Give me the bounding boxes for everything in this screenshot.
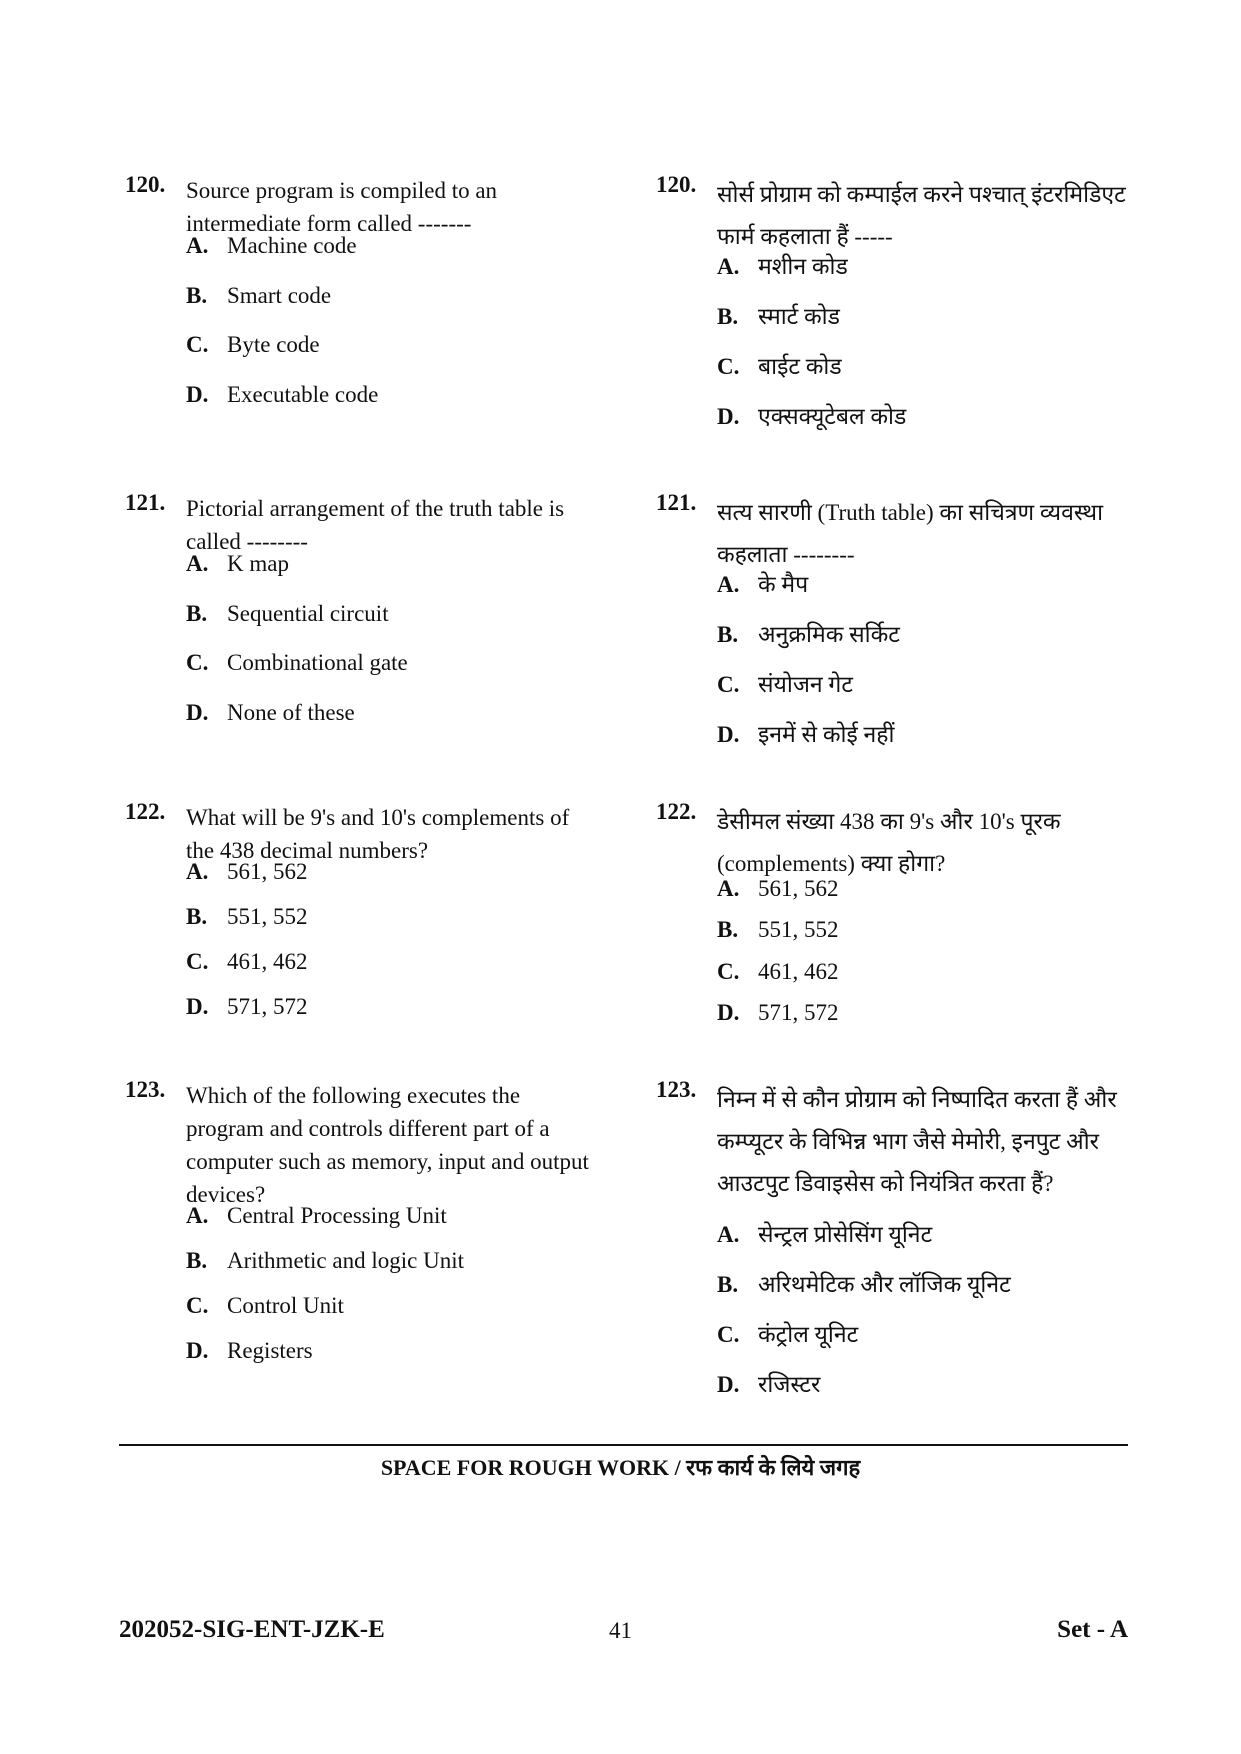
question-number: 123. xyxy=(656,1077,697,1102)
option-text: 461, 462 xyxy=(227,949,308,974)
option-text: बाईट कोड xyxy=(758,354,842,379)
option-text: 551, 552 xyxy=(758,917,839,942)
option-text: Machine code xyxy=(227,233,357,258)
question-number: 120. xyxy=(656,172,697,197)
option-d[interactable] xyxy=(717,717,894,749)
option-text: रजिस्टर xyxy=(758,1372,821,1397)
option-c[interactable] xyxy=(717,959,839,985)
option-label: B. xyxy=(717,304,739,329)
option-b[interactable] xyxy=(186,1248,464,1274)
option-label: C. xyxy=(186,1293,209,1318)
option-text: 571, 572 xyxy=(758,1000,839,1025)
option-text: संयोजन गेट xyxy=(758,672,853,697)
rough-work-divider xyxy=(119,1444,1128,1446)
option-a[interactable] xyxy=(717,249,848,281)
option-text: के मैप xyxy=(758,572,809,597)
question-text: डेसीमल संख्या 438 का 9's और 10's पूरक (complements) क्या होगा? xyxy=(717,809,1061,876)
option-text: सेन्ट्रल प्रोसेसिंग यूनिट xyxy=(758,1222,933,1247)
option-b[interactable] xyxy=(717,1267,1011,1299)
option-label: C. xyxy=(717,959,740,984)
option-c[interactable] xyxy=(717,667,853,699)
question-text: निम्न में से कौन प्रोग्राम को निष्पादित करता हैं और कम्प्यूटर के विभिन्न भाग जैसे मेमोरी, इनपुट और आउटपुट डिवाइसेस को नियंत्रित करता हैं? xyxy=(717,1087,1117,1196)
option-b[interactable] xyxy=(186,283,331,309)
option-label: D. xyxy=(186,994,209,1019)
option-d[interactable] xyxy=(186,1338,313,1364)
option-a[interactable] xyxy=(717,1217,932,1249)
option-label: A. xyxy=(717,876,740,901)
option-label: D. xyxy=(186,1338,209,1363)
option-text: None of these xyxy=(227,700,355,725)
option-c[interactable] xyxy=(186,650,408,676)
option-text: K map xyxy=(227,551,289,576)
option-label: C. xyxy=(717,354,740,379)
option-d[interactable] xyxy=(717,1367,820,1399)
option-text: Control Unit xyxy=(227,1293,344,1318)
question-number: 122. xyxy=(125,799,166,824)
option-label: B. xyxy=(186,601,208,626)
option-text: Executable code xyxy=(227,382,379,407)
option-text: कंट्रोल यूनिट xyxy=(758,1322,859,1347)
option-b[interactable] xyxy=(717,617,900,649)
option-text: Central Processing Unit xyxy=(227,1203,447,1228)
question-number: 123. xyxy=(125,1077,166,1102)
option-label: A. xyxy=(186,859,209,884)
option-c[interactable] xyxy=(186,332,320,358)
option-label: B. xyxy=(717,917,739,942)
option-label: A. xyxy=(186,1203,209,1228)
option-label: B. xyxy=(186,1248,208,1273)
option-label: C. xyxy=(186,332,209,357)
option-label: D. xyxy=(717,1372,740,1397)
paper-code: 202052-SIG-ENT-JZK-E xyxy=(119,1616,385,1643)
option-text: Byte code xyxy=(227,332,320,357)
option-b[interactable] xyxy=(186,904,308,930)
option-d[interactable] xyxy=(186,382,378,408)
option-label: C. xyxy=(186,650,209,675)
option-label: C. xyxy=(717,1322,740,1347)
option-a[interactable] xyxy=(186,1203,447,1229)
option-a[interactable] xyxy=(186,233,357,259)
option-d[interactable] xyxy=(186,700,355,726)
question-number: 121. xyxy=(656,490,697,515)
option-label: D. xyxy=(186,382,209,407)
question-text: सोर्स प्रोग्राम को कम्पाईल करने पश्चात् इंटरमिडिएट फार्म कहलाता हैं ----- xyxy=(717,182,1126,249)
option-label: A. xyxy=(186,233,209,258)
question-text: What will be 9's and 10's complements of the 438 decimal numbers? xyxy=(186,805,570,863)
option-text: Sequential circuit xyxy=(227,601,389,626)
option-text: 571, 572 xyxy=(227,994,308,1019)
option-b[interactable] xyxy=(717,299,840,331)
option-label: C. xyxy=(186,949,209,974)
option-text: इनमें से कोई नहीं xyxy=(758,722,895,747)
option-text: अनुक्रमिक सर्किट xyxy=(758,622,900,647)
option-a[interactable] xyxy=(717,876,839,902)
option-c[interactable] xyxy=(186,1293,344,1319)
question-text: सत्य सारणी (Truth table) का सचित्रण व्यवस्था कहलाता -------- xyxy=(717,500,1104,567)
option-label: C. xyxy=(717,672,740,697)
option-text: Smart code xyxy=(227,283,332,308)
option-text: 561, 562 xyxy=(758,876,839,901)
option-d[interactable] xyxy=(717,399,906,431)
option-label: B. xyxy=(186,904,208,929)
option-label: B. xyxy=(717,1272,739,1297)
question-text: Source program is compiled to an intermediate form called ------- xyxy=(186,178,498,236)
option-c[interactable] xyxy=(717,349,842,381)
option-label: D. xyxy=(717,1000,740,1025)
option-b[interactable] xyxy=(717,917,839,943)
option-b[interactable] xyxy=(186,601,389,627)
option-label: D. xyxy=(717,722,740,747)
option-label: A. xyxy=(717,254,740,279)
option-d[interactable] xyxy=(186,994,308,1020)
rough-work-heading: SPACE FOR ROUGH WORK / रफ कार्य के लिये जगह xyxy=(380,1455,861,1480)
option-label: B. xyxy=(186,283,208,308)
option-text: Arithmetic and logic Unit xyxy=(227,1248,464,1273)
page-number: 41 xyxy=(609,1618,632,1643)
option-label: A. xyxy=(717,1222,740,1247)
option-a[interactable] xyxy=(717,567,808,599)
option-a[interactable] xyxy=(186,859,308,885)
option-label: A. xyxy=(717,572,740,597)
option-text: 461, 462 xyxy=(758,959,839,984)
option-text: 551, 552 xyxy=(227,904,308,929)
question-text: Which of the following executes the program and controls different part of a computer such as memory, input and output devices? xyxy=(186,1083,589,1207)
option-text: मशीन कोड xyxy=(758,254,848,279)
option-text: एक्सक्यूटेबल कोड xyxy=(758,404,907,429)
question-number: 120. xyxy=(125,172,166,197)
option-a[interactable] xyxy=(186,551,289,577)
option-d[interactable] xyxy=(717,1000,839,1026)
question-text: Pictorial arrangement of the truth table is called -------- xyxy=(186,496,565,554)
option-text: स्मार्ट कोड xyxy=(758,304,840,329)
option-text: अरिथमेटिक और लॉजिक यूनिट xyxy=(758,1272,1011,1297)
question-number: 121. xyxy=(125,490,166,515)
option-c[interactable] xyxy=(186,949,308,975)
set-label: Set - A xyxy=(1057,1616,1128,1643)
option-label: A. xyxy=(186,551,209,576)
option-text: Combinational gate xyxy=(227,650,408,675)
option-label: B. xyxy=(717,622,739,647)
option-text: Registers xyxy=(227,1338,313,1363)
option-c[interactable] xyxy=(717,1317,858,1349)
option-text: 561, 562 xyxy=(227,859,308,884)
question-number: 122. xyxy=(656,799,697,824)
option-label: D. xyxy=(186,700,209,725)
option-label: D. xyxy=(717,404,740,429)
